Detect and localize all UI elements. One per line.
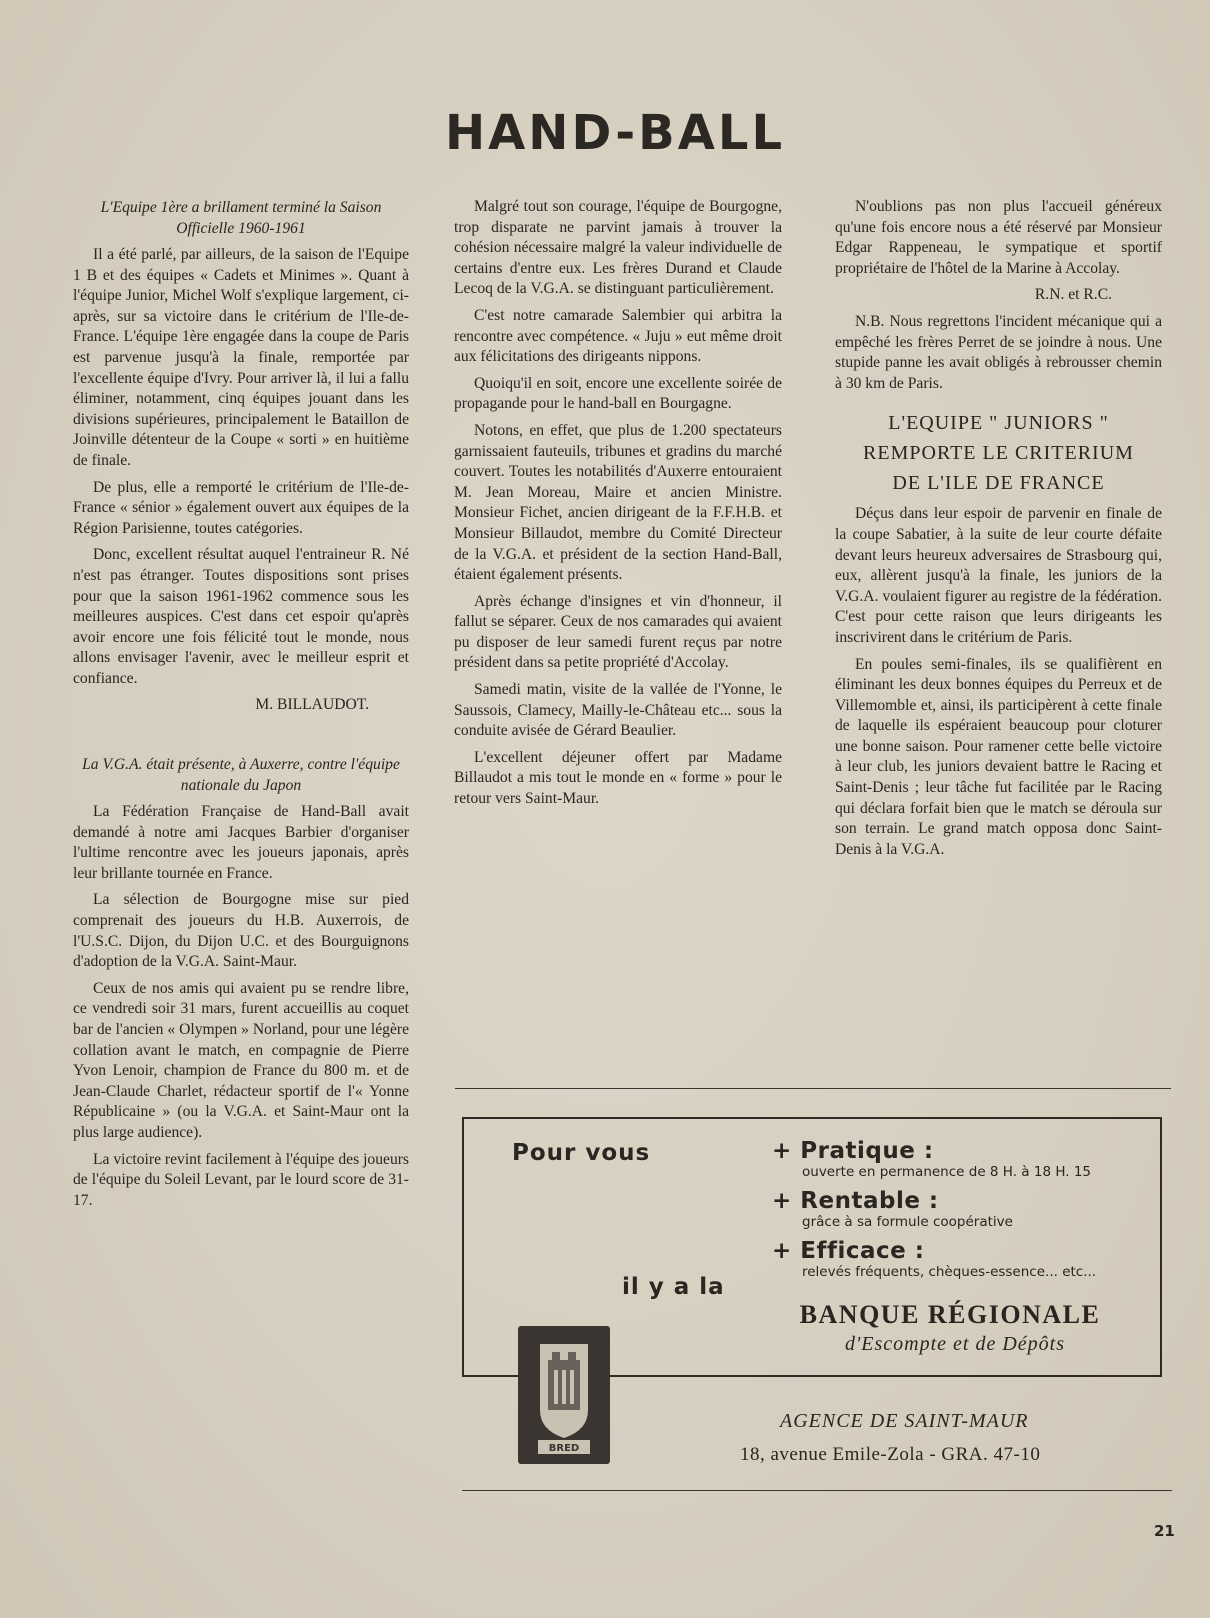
paragraph: Ceux de nos amis qui avaient pu se rendre libre, ce vendredi soir 31 mars, furent accueillis au coquet bar de l'ancien « Olympen » Norland, pour une légère collation avant le match, en compagnie de Pierre Yvon Lenoir, champion de France du 800 m. et de Jean-Claude Charlet, rédacteur sportif de l'« Yonne Républicaine » (ou la V.G.A. et Saint-Maur ont la plus large audience). [73, 979, 409, 1141]
column-1 [73, 197, 409, 1217]
bank-name: BANQUE RÉGIONALE [799, 1300, 1101, 1329]
column-2 [454, 197, 782, 816]
paragraph: Samedi matin, visite de la vallée de l'Yonne, le Saussois, Clamecy, Mailly-le-Château etc... sous la conduite avisée de Gérard Beaulier. [454, 681, 782, 740]
page-number: 21 [1154, 1522, 1175, 1540]
ad-efficace: + Efficace : relevés fréquents, chèques-essence... etc... [772, 1238, 1097, 1280]
divider [462, 1490, 1172, 1491]
agency-name: AGENCE DE SAINT-MAUR [780, 1410, 1029, 1432]
paragraph: Il a été parlé, par ailleurs, de la saison de l'Equipe 1 B et des équipes « Cadets et Minimes ». Quant à l'équipe Junior, Michel Wolf s'explique largement, ci-après, sur sa victoire dans le critérium de l'Ile-de-France. L'équipe 1ère engagée dans la coupe de Paris est parvenue jusqu'à la finale, remportée par l'excellente équipe d'Ivry. Pour arriver là, il lui a fallu éliminer, notamment, cinq équipes jouant dans les divisions supérieures, principalement le Bataillon de Joinville détenteur de la Coupe « sorti » en huitième de finale. [73, 246, 409, 469]
paragraph: Déçus dans leur espoir de parvenir en finale de la coupe Sabatier, à la suite de leur courte défaite devant leurs heureux adversaires de Strasbourg qui, eux, allèrent jusqu'à la finale, les juniors de la V.G.A. voulaient figurer au registre de la fédération. C'est pour cette raison que leurs dirigeants les inscrivirent dans le critérium de Paris. [835, 505, 1162, 646]
paragraph: Donc, excellent résultat auquel l'entraineur R. Né n'est pas étranger. Toutes dispositions sont prises pour que la saison 1961-1962 commence sous les meilleures auspices. C'est dans cet espoir qu'après avoir encore une fois félicité tout le monde, nous allons envisager l'avenir, avec le meilleur esprit et confiance. [73, 546, 409, 687]
ad-pratique: + Pratique : ouverte en permanence de 8 H. à 18 H. 15 [772, 1138, 1092, 1180]
paragraph: Notons, en effet, que plus de 1.200 spectateurs garnissaient fauteuils, tribunes et gradins du marché couvert. Toutes les notabilités d'Auxerre entouraient M. Jean Moreau, Maire et ancien Ministre. Monsieur Fichet, ancien dirigeant de la F.F.H.B. et Monsieur Billaudot, membre du Comité Directeur de la V.G.A. et président de la section Hand-Ball, étaient également présents. [454, 421, 782, 584]
paragraph: N.B. Nous regrettons l'incident mécanique qui a empêché les frères Perret de se joindre à nous. Une stupide panne les avait obligés à rebrousser chemin à 30 km de Paris. [835, 312, 1162, 392]
agency-address: 18, avenue Emile-Zola - GRA. 47-10 [740, 1444, 1041, 1465]
bred-shield-icon [518, 1326, 610, 1464]
paragraph: La victoire revint facilement à l'équipe des joueurs de l'équipe du Soleil Levant, par le lourd score de 31-17. [73, 1150, 409, 1209]
paragraph: N'oublions pas non plus l'accueil généreux qu'une fois encore nous a été réservé par Monsieur Edgar Rappeneau, le sympatique et sportif propriétaire de l'hôtel de la Marine à Accolay. [835, 198, 1162, 277]
paragraph: De plus, elle a remporté le critérium de l'Ile-de-France « sénior » également ouvert aux équipes de la Région Parisienne, toutes catégories. [73, 478, 409, 537]
signature: M. BILLAUDOT. [255, 696, 369, 714]
bred-logo [518, 1326, 610, 1464]
paragraph: Quoiqu'il en soit, encore une excellente soirée de propagande pour le hand-ball en Bourgagne. [454, 374, 782, 413]
paragraph: La sélection de Bourgogne mise sur pied comprenait des joueurs du H.B. Auxerrois, de l'U.S.C. Dijon, du Dijon U.C. et des Bourguignons d'adoption de la V.G.A. Saint-Maur. [73, 891, 409, 971]
paragraph: C'est notre camarade Salembier qui arbitra la rencontre avec compétence. « Juju » eut même droit aux félicitations des dirigeants nippons. [454, 306, 782, 366]
paragraph: La Fédération Française de Hand-Ball avait demandé à notre ami Jacques Barbier d'organiser l'ultime rencontre avec les joueurs japonais, après leur brillante tournée en France. [73, 803, 409, 882]
ad-pour-vous: Pour vous [512, 1140, 651, 1166]
column-3 [835, 197, 1162, 866]
signature: R.N. et R.C. [1034, 286, 1112, 304]
page-title: HAND-BALL [444, 105, 786, 161]
ad-rentable: + Rentable : grâce à sa formule coopérative [772, 1188, 1013, 1230]
ad-il-y-a-la: il y a la [622, 1274, 725, 1300]
divider [455, 1088, 1171, 1089]
subheading-season: L'Equipe 1ère a brillament terminé la Saison Officielle 1960-1961 [100, 199, 382, 237]
svg-text:BRED: BRED [548, 1443, 580, 1454]
paragraph: En poules semi-finales, ils se qualifièrent en éliminant les deux bonnes équipes du Perreux et de Villemomble et, ainsi, ils participèrent à cette finale de laquelle ils espéraient beaucoup pour cloturer une bonne saison. Pour ramener cette belle victoire à leur club, les juniors devaient battre le Racing et Saint-Denis ; leur tâche fut facilitée par le Racing qui déclara forfait bien que le match se déroula sur son terrain. Le grand match opposa donc Saint-Denis à la V.G.A. [835, 655, 1162, 858]
paragraph: Malgré tout son courage, l'équipe de Bourgogne, trop disparate ne parvint jamais à trouver la cohésion nécessaire malgré la valeur individuelle de certains d'entre eux. Les frères Durand et Claude Lecoq de la V.G.A. se distinguant particulièrement. [454, 198, 782, 298]
paragraph: L'excellent déjeuner offert par Madame Billaudot a mis tout le monde en « forme » pour le retour vers Saint-Maur. [454, 748, 782, 808]
subheading-japon: La V.G.A. était présente, à Auxerre, contre l'équipe nationale du Japon [82, 756, 400, 795]
paragraph: Après échange d'insignes et vin d'honneur, il fallut se séparer. Ceux de nos camarades qui avaient pu disposer de leur samedi furent reçus par notre président dans sa petite propriété d'Accolay. [454, 592, 782, 672]
bank-subtitle: d'Escompte et de Dépôts [844, 1333, 1065, 1355]
juniors-heading: L'EQUIPE " JUNIORS " REMPORTE LE CRITERIUM DE L'ILE DE FRANCE [863, 412, 1134, 495]
